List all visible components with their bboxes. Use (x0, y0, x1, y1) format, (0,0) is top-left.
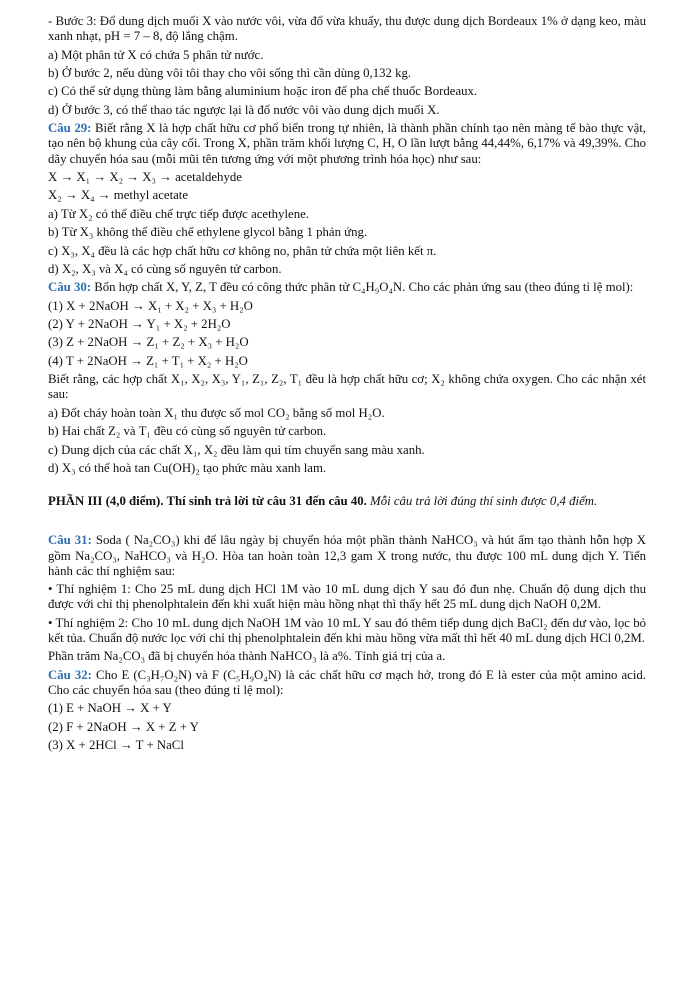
q29-chain-2: X₂ → X₄ → methyl acetate (48, 188, 189, 203)
q32-reaction-2: (2) F + 2NaOH → X + Z + Y (48, 719, 199, 734)
q30-reaction-2: (2) Y + 2NaOH → Y₁ + X₂ + 2H₂O (48, 317, 231, 332)
q30-note: Biết rằng, các hợp chất X₁, X₂, X₃, Y₁, Z₁, Z₂, T₁ đều là hợp chất hữu cơ; X₂ không chứa oxygen. Cho các nhận xét sau: (48, 372, 646, 402)
q31-ask: Phần trăm Na₂CO₃ đã bị chuyển hóa thành NaHCO₃ là a%. Tính giá trị của a. (48, 649, 446, 664)
q30-option-c: c) Dung dịch của các chất X₁, X₂ đều làm quì tím chuyển sang màu xanh. (48, 442, 425, 457)
q32-reaction-1: (1) E + NaOH → X + Y (48, 701, 172, 716)
question-29-text: Biết rằng X là hợp chất hữu cơ phổ biến trong tự nhiên, là thành phần chính tạo nên màng tế bào thực vật, tạo nên bộ khung của cây cối. Trong X, phần trăm khối lượng C, H, O lần lượt bằng 44,44%, 6,17% và 49,39%. Cho dãy chuyển hóa sau (mỗi mũi tên tương ứng với một phương trình hóa học) như sau: (48, 121, 646, 166)
q30-reaction-4: (4) T + 2NaOH → Z₁ + T₁ + X₂ + H₂O (48, 353, 248, 368)
option-c: c) Có thể sử dụng thùng làm bằng aluminium hoặc iron để pha chế thuốc Bordeaux. (48, 84, 478, 99)
question-31 (48, 533, 646, 579)
document-page (48, 14, 646, 757)
q29-chain-1: X → X₁ → X₂ → X₃ → acetaldehyde (48, 169, 242, 184)
question-32-label: Câu 32: (48, 667, 92, 682)
step3-text: - Bước 3: Đổ dung dịch muối X vào nước vôi, vừa đổ vừa khuấy, thu được dung dịch Bordeaux 1% ở dạng keo, màu xanh nhạt, pH = 7 – 8, độ lắng chậm. (48, 14, 646, 44)
section-note: Mỗi câu trả lời đúng thí sinh được 0,4 điểm. (366, 494, 598, 509)
q30-option-a: a) Đốt cháy hoàn toàn X₁ thu được số mol CO₂ bằng số mol H₂O. (48, 405, 385, 420)
q29-option-b: b) Từ X₃ không thể điều chế ethylene glycol bằng 1 phản ứng. (48, 225, 368, 240)
q30-reaction-3: (3) Z + 2NaOH → Z₁ + Z₂ + X₃ + H₂O (48, 335, 249, 350)
q29-option-a: a) Từ X₂ có thể điều chế trực tiếp được acethylene. (48, 206, 309, 221)
section-title: PHẦN III (4,0 điểm). Thí sinh trả lời từ câu 31 đến câu 40. (48, 494, 367, 509)
q31-experiment-1: • Thí nghiệm 1: Cho 25 mL dung dịch HCl 1M vào 10 mL dung dịch Y sau đó đun nhẹ. Chuẩn độ dung dịch thu được với chỉ thị phenolphtalein đến khi xuất hiện màu hồng nhạt thì thấy hết 25 mL dung dịch NaOH 0,2M. (48, 582, 646, 612)
question-30 (48, 280, 646, 295)
q29-option-c: c) X₃, X₄ đều là các hợp chất hữu cơ không no, phân tử chứa một liên kết π. (48, 243, 437, 258)
option-d: d) Ở bước 3, có thể thao tác ngược lại là đổ nước vôi vào dung dịch muối X. (48, 102, 440, 117)
option-b: b) Ở bước 2, nếu dùng vôi tôi thay cho vôi sống thì cần dùng 0,132 kg. (48, 65, 412, 80)
q30-reaction-1: (1) X + 2NaOH → X₁ + X₂ + X₃ + H₂O (48, 298, 253, 313)
q30-option-d: d) X₃ có thể hoà tan Cu(OH)₂ tạo phức màu xanh lam. (48, 461, 327, 476)
question-30-text: Bốn hợp chất X, Y, Z, T đều có công thức phân tử C₄H₉O₄N. Cho các phản ứng sau (theo đúng tỉ lệ mol): (91, 280, 634, 295)
question-30-label: Câu 30: (48, 280, 92, 295)
section-heading (48, 494, 646, 509)
q29-option-d: d) X₂, X₃ và X₄ có cùng số nguyên tử carbon. (48, 261, 282, 276)
q32-reaction-3: (3) X + 2HCl → T + NaCl (48, 738, 184, 753)
question-29-label: Câu 29: (48, 121, 92, 136)
q31-experiment-2: • Thí nghiệm 2: Cho 10 mL dung dịch NaOH 1M vào 10 mL Y sau đó thêm tiếp dung dịch BaCl₂ đến dư vào, lọc bỏ kết tủa. Chuẩn độ nước lọc với chỉ thị phenolphtalein đến khi màu hồng vừa mất thì hết 40 mL dung dịch HCl 0,2M. (48, 615, 646, 646)
question-32 (48, 668, 646, 698)
question-29 (48, 121, 646, 167)
question-31-label: Câu 31: (48, 533, 92, 548)
question-31-text: Soda ( Na₂CO₃) khi để lâu ngày bị chuyển hóa một phần thành NaHCO₃ và hút ẩm tạo thành hỗn hợp X gồm Na₂CO₃, NaHCO₃ và H₂O. Hòa tan hoàn toàn 12,3 gam X trong nước, thu được 100 mL dung dịch Y. Tiến hành các thí nghiệm sau: (48, 533, 646, 578)
q30-option-b: b) Hai chất Z₂ và T₁ đều có cùng số nguyên tử carbon. (48, 424, 327, 439)
question-32-text: Cho E (C₃H₇O₂N) và F (C₅H₉O₄N) là các chất hữu cơ mạch hở, trong đó E là ester của một amino acid. Cho các chuyển hóa sau (theo đúng tỉ lệ mol): (48, 667, 647, 697)
option-a: a) Một phân tử X có chứa 5 phân tử nước. (48, 47, 264, 62)
